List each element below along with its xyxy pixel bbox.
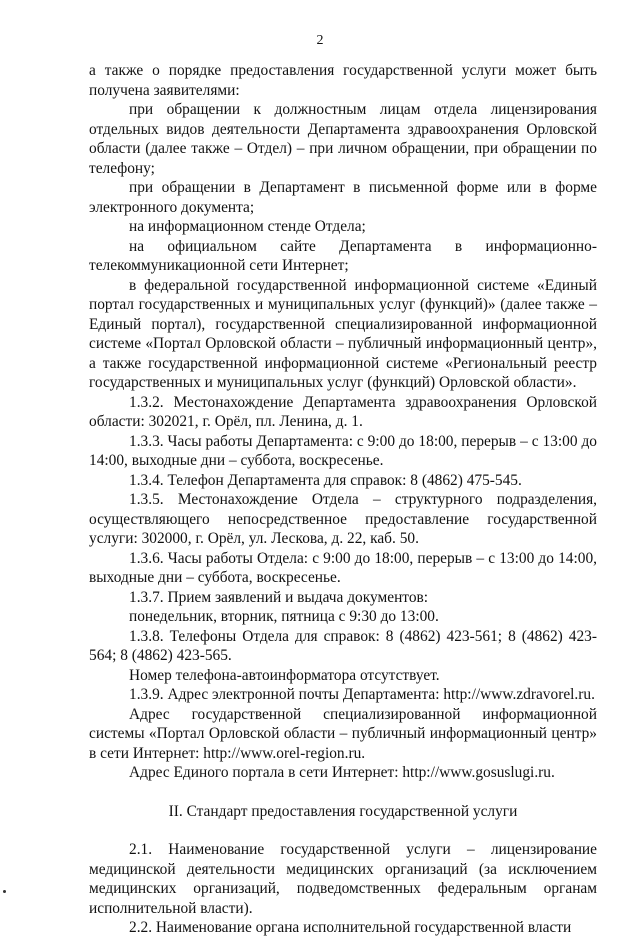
paragraph: понедельник, вторник, пятница с 9:30 до 13:00. (129, 608, 439, 625)
paragraph: Номер телефона-автоинформатора отсутствует. (129, 666, 440, 684)
scan-mark (3, 890, 6, 893)
paragraph: Адрес Единого портала в сети Интернет: http://www.gosuslugi.ru. (129, 764, 555, 781)
paragraph: 1.3.2. Местонахождение Департамента здравоохранения Орловской области: 302021, г. Орёл, пл. Ленина, д. 1. (89, 393, 597, 430)
paragraph: 1.3.6. Часы работы Отдела: с 9:00 до 18:00, перерыв – с 13:00 до 14:00, выходные дни – суббота, воскресенье. (89, 549, 597, 586)
paragraph: Адрес государственной специализированной информационной системы «Портал Орловской области – публичный информационный центр» в сети Интернет: http://www.orel-region.ru. (89, 705, 597, 762)
paragraph: 1.3.3. Часы работы Департамента: с 9:00 до 18:00, перерыв – с 13:00 до 14:00, выходные дни – суббота, воскресенье. (89, 432, 597, 469)
document-body (89, 61, 597, 938)
paragraph: на информационном стенде Отдела; (129, 218, 366, 235)
paragraph: при обращении к должностным лицам отдела лицензирования отдельных видов деятельности Департамента здравоохранения Орловской области (далее также – Отдел) – при личном обращении, при обращении по телефону; (89, 101, 597, 177)
page-number: 2 (316, 33, 324, 48)
paragraph: при обращении в Департамент в письменной форме или в форме электронного документа; (89, 179, 597, 216)
paragraph: 1.3.7. Прием заявлений и выдача документов: (129, 588, 429, 606)
paragraph: 2.2. Наименование органа исполнительной государственной власти (129, 919, 572, 936)
paragraph: 1.3.9. Адрес электронной почты Департамента: http://www.zdravorel.ru. (129, 686, 595, 703)
paragraph: 1.3.4. Телефон Департамента для справок: 8 (4862) 475-545. (129, 471, 522, 489)
paragraph: 1.3.8. Телефоны Отдела для справок: 8 (4862) 423-561; 8 (4862) 423-564; 8 (4862) 423-565. (89, 627, 597, 664)
section-heading: II. Стандарт предоставления государственной услуги (168, 802, 518, 820)
paragraph: на официальном сайте Департамента в информационно-телекоммуникационной сети Интернет; (89, 237, 597, 274)
paragraph: 2.1. Наименование государственной услуги – лицензирование медицинской деятельности медицинских организаций (за исключением медицинских организаций, подведомственных федеральным органам исполнительной власти). (89, 841, 597, 917)
paragraph: в федеральной государственной информационной системе «Единый портал государственных и муниципальных услуг (функций)» (далее также – Единый портал), государственной специализированной информационной системе «Портал Орловской области – публичный информационный центр», а также государственной информационной системе «Региональный реестр государственных и муниципальных услуг (функций) Орловской области». (89, 276, 597, 391)
paragraph: 1.3.5. Местонахождение Отдела – структурного подразделения, осуществляющего непосредственное предоставление государственной услуги: 302000, г. Орёл, ул. Лескова, д. 22, каб. 50. (89, 491, 597, 547)
paragraph: а также о порядке предоставления государственной услуги может быть получена заявителями: (89, 62, 597, 99)
